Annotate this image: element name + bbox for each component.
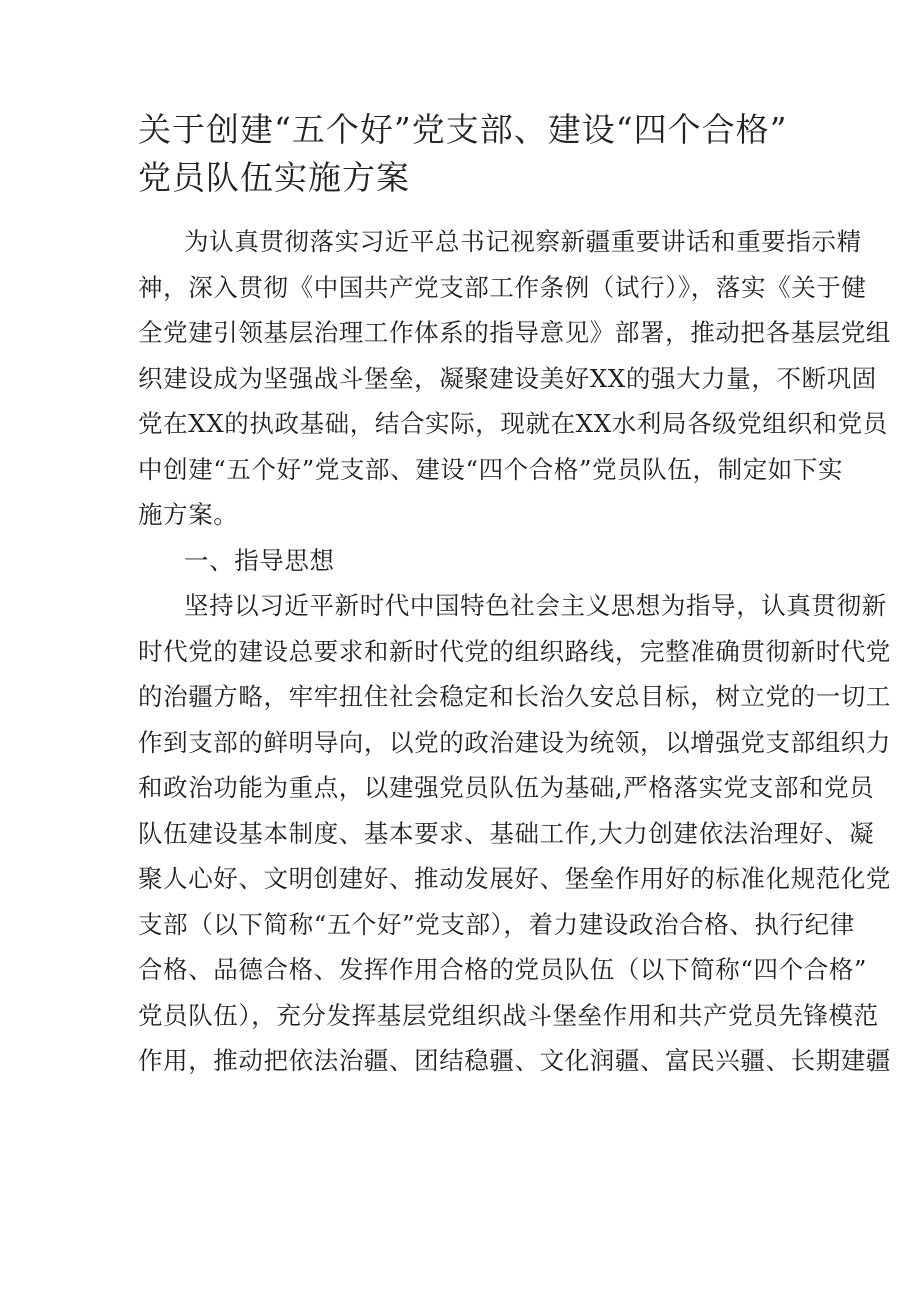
paragraph-intro-line: 全党建引领基层治理工作体系的指导意见》部署，推动把各基层党组 bbox=[138, 318, 891, 347]
paragraph-intro-line: 中创建“五个好”党支部、建设“四个合格”党员队伍，制定如下实 bbox=[138, 454, 844, 484]
paragraph-guiding-line: 坚持以习近平新时代中国特色社会主义思想为指导，认真贯彻新 bbox=[184, 591, 887, 620]
paragraph-intro-line: 神，深入贯彻《中国共产党支部工作条例（试行）》，落实《关于健 bbox=[138, 272, 867, 302]
paragraph-intro-line: 党在XX的执政基础，结合实际，现就在XX水利局各级党组织和党员 bbox=[138, 409, 888, 438]
document-body bbox=[138, 219, 891, 1084]
paragraph-guiding-line: 和政治功能为重点，以建强党员队伍为基础,严格落实党支部和党员 bbox=[138, 773, 875, 802]
document-title bbox=[138, 106, 798, 202]
title-line-2: 党员队伍实施方案 bbox=[138, 158, 410, 197]
title-line-1: 关于创建“五个好”党支部、建设“四个合格” bbox=[138, 110, 788, 149]
paragraph-intro-line: 织建设成为坚强战斗堡垒，凝聚建设美好XX的强大力量，不断巩固 bbox=[138, 363, 877, 393]
paragraph-intro-line: 施方案。 bbox=[138, 500, 239, 529]
section-heading: 一、指导思想 bbox=[184, 545, 335, 575]
paragraph-guiding-line: 合格、品德合格、发挥作用合格的党员队伍（以下简称“四个合格” bbox=[138, 955, 868, 984]
paragraph-guiding-line: 聚人心好、文明创建好、推动发展好、堡垒作用好的标准化规范化党 bbox=[138, 864, 891, 893]
paragraph-intro-line: 为认真贯彻落实习近平总书记视察新疆重要讲话和重要指示精 bbox=[184, 227, 862, 256]
paragraph-guiding-line: 作到支部的鲜明导向，以党的政治建设为统领，以增强党支部组织力 bbox=[138, 727, 891, 757]
paragraph-guiding-line: 的治疆方略，牢牢扭住社会稳定和长治久安总目标，树立党的一切工 bbox=[138, 682, 891, 711]
paragraph-guiding-line: 党员队伍），充分发挥基层党组织战斗堡垒作用和共产党员先锋模范 bbox=[138, 1000, 879, 1030]
paragraph-guiding-line: 支部（以下简称“五个好”党支部），着力建设政治合格、执行纪律 bbox=[138, 909, 855, 939]
paragraph-guiding-line: 队伍建设基本制度、基本要求、基础工作,大力创建依法治理好、凝 bbox=[138, 818, 875, 848]
paragraph-guiding-line: 时代党的建设总要求和新时代党的组织路线，完整准确贯彻新时代党 bbox=[138, 636, 891, 666]
paragraph-guiding-line: 作用，推动把依法治疆、团结稳疆、文化润疆、富民兴疆、长期建疆 bbox=[138, 1046, 891, 1075]
